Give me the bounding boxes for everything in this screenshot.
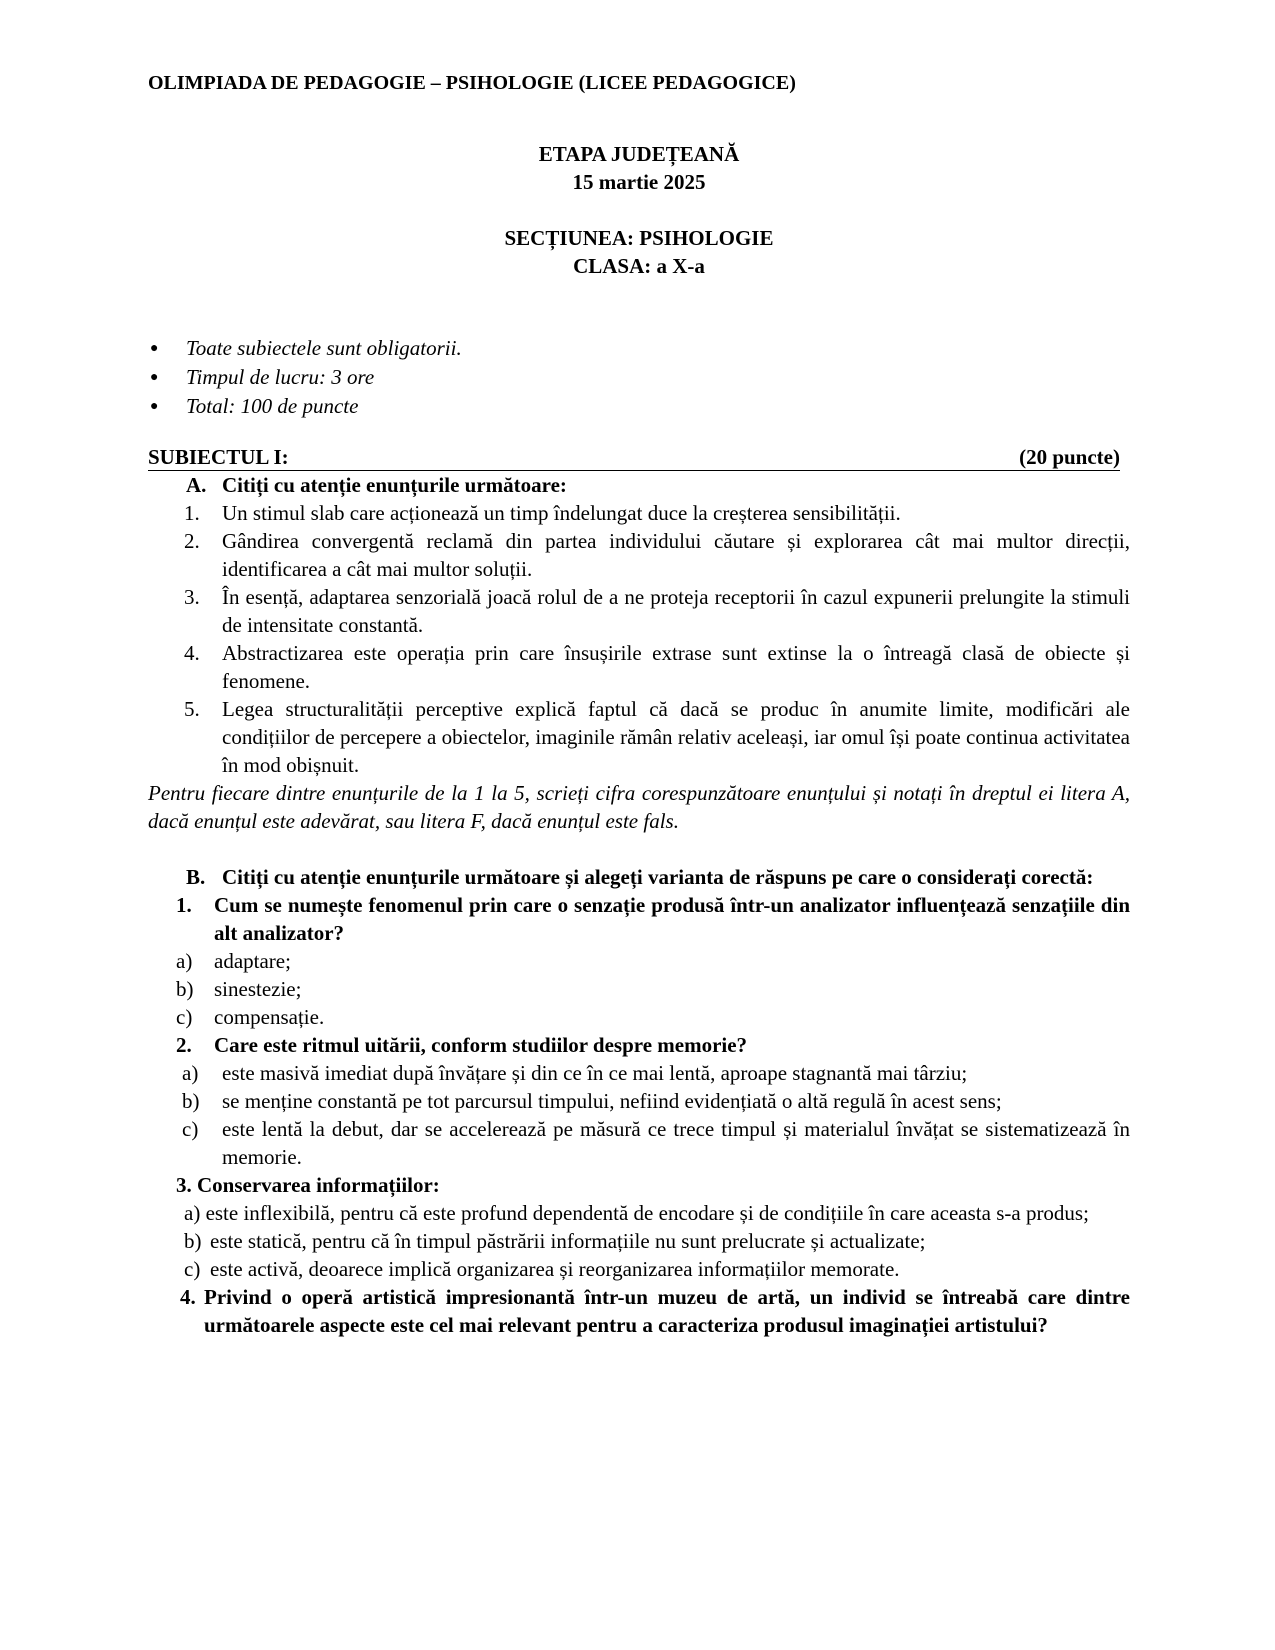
rule-item: ● Toate subiectele sunt obligatorii. xyxy=(148,334,1130,363)
question-2: 2. Care este ritmul uitării, conform studiilor despre memorie? xyxy=(176,1033,748,1057)
bullet-icon: ● xyxy=(150,399,159,414)
part-a-title: A. Citiți cu atenție enunțurile următoare: xyxy=(186,473,567,497)
option-item: b) se menține constantă pe tot parcursul timpului, nefiind evidențiată o altă regulă în acest sens; xyxy=(182,1089,1002,1113)
option-item: b) sinestezie; xyxy=(176,977,302,1001)
statement-item: 2. Gândirea convergentă reclamă din partea individului căutare și explorarea cât mai multor direcții, identificarea a cât mai multor soluții. xyxy=(184,529,1130,581)
part-a-statements xyxy=(148,499,1130,779)
subject-title: SUBIECTUL I: xyxy=(148,445,289,469)
part-a-instruction: Pentru fiecare dintre enunțurile de la 1 la 5, scrieți cifra corespunzătoare enunțului și notați în dreptul ei litera A, dacă enunțul este adevărat, sau litera F, dacă enunțul este fals. xyxy=(148,781,1130,833)
stage-title: ETAPA JUDEȚEANĂ xyxy=(538,142,740,166)
statement-item: 1. Un stimul slab care acționează un timp îndelungat duce la creșterea sensibilității. xyxy=(184,501,901,525)
section-block xyxy=(148,224,1130,280)
option-item: b) este statică, pentru că în timpul păstrării informațiile nu sunt prelucrate și actualizate; xyxy=(184,1229,926,1253)
stage-block xyxy=(148,140,1130,196)
document-page xyxy=(148,70,1130,1339)
bullet-icon: ● xyxy=(150,370,159,385)
option-item: a) este inflexibilă, pentru că este profund dependentă de encodare și de condițiile în care aceasta s-a produs; xyxy=(184,1201,1089,1225)
subject-points: (20 puncte) xyxy=(1019,445,1120,469)
question-4: 4. Privind o operă artistică impresionantă într-un muzeu de artă, un individ se întreabă care dintre următoarele aspecte este cel mai relevant pentru a caracteriza produsul imaginației artistului? xyxy=(180,1285,1130,1337)
part-b xyxy=(148,863,1130,1339)
statement-item: 4. Abstractizarea este operația prin care însușirile extrase sunt extinse la o întreagă clasă de obiecte și fenomene. xyxy=(184,641,1130,693)
rules-list xyxy=(148,334,1130,421)
option-item: c) este lentă la debut, dar se accelerează pe măsură ce trece timpul și materialul învățat se sistematizează în memorie. xyxy=(182,1117,1130,1169)
question-1: 1. Cum se numește fenomenul prin care o senzație produsă într-un analizator influențează senzațiile din alt analizator? xyxy=(176,893,1130,945)
part-b-title: B. Citiți cu atenție enunțurile următoare și alegeți varianta de răspuns pe care o considerați corectă: xyxy=(186,865,1094,889)
question-3: 3. Conservarea informațiilor: xyxy=(176,1173,440,1197)
olympiad-title: OLIMPIADA DE PEDAGOGIE – PSIHOLOGIE (LICEE PEDAGOGICE) xyxy=(148,72,796,94)
option-item: a) este masivă imediat după învățare și din ce în ce mai lentă, aproape stagnantă mai târziu; xyxy=(182,1061,968,1085)
option-item: c) este activă, deoarece implică organizarea și reorganizarea informațiilor memorate. xyxy=(184,1257,900,1281)
section-title: SECȚIUNEA: PSIHOLOGIE xyxy=(504,226,774,250)
option-item: c) compensație. xyxy=(176,1005,325,1029)
class-label: CLASA: a X-a xyxy=(573,254,705,278)
exam-date: 15 martie 2025 xyxy=(572,170,706,194)
subject-heading xyxy=(148,445,1120,471)
bullet-icon: ● xyxy=(150,341,159,356)
statement-item: 5. Legea structuralității perceptive explică faptul că dacă se produc în anumite limite, modificări ale condițiilor de percepere a obiectelor, imaginile rămân relativ aceleași, iar omul își poate continua activitatea în mod obișnuit. xyxy=(184,697,1130,777)
statement-item: 3. În esență, adaptarea senzorială joacă rolul de a ne proteja receptorii în cazul expunerii prelungite la stimuli de intensitate constantă. xyxy=(184,585,1130,637)
option-item: a) adaptare; xyxy=(176,949,291,973)
rule-item: ● Timpul de lucru: 3 ore xyxy=(148,363,1130,392)
rule-item: ● Total: 100 de puncte xyxy=(148,392,1130,421)
